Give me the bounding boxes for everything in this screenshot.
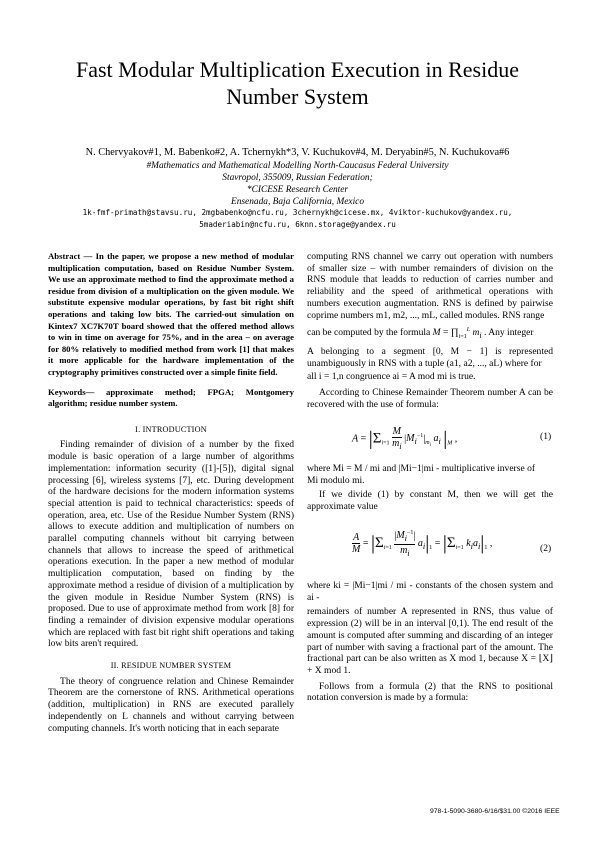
constants-text-a: where ki = |Mi−1|mi / mi - constants of the chosen system and ai -	[307, 580, 553, 603]
section-2-paragraph: The theory of congruence relation and Chinese Remainder Theorem are the cornerstone of RNS. Arithmetical operations (addition, multiplication) in RNS are executed parallely independently on L channels and without carrying between computing channels. It's worth noticing that in each separate	[48, 675, 294, 734]
inverse-paragraph	[307, 463, 553, 513]
congruence-text: all i = 1,n congruence ai = A mod mi is true.	[307, 371, 476, 383]
left-column	[48, 251, 294, 734]
rns-definition-paragraph: computing RNS channel we carry out operation with numbers of smaller size – with number remainders of division on the RNS module that leadds to reduction of carries number and reliability and the speed of arithmetical operations with numbers execution augmentation. RNS is defined by pairwise coprime numbers m1, m2, ..., mL, called modules. RNS range	[307, 251, 553, 321]
equation-1: $A = |\Sigma_{i=1}$ $\frac{M}{m_i}$ $|M_i^{-1}|_{m_i}$ $a_i$ $|_M$ ,	[352, 426, 458, 451]
conversion-paragraph: Follows from a formula (2) that the RNS to positional notation conversion is made by a formula:	[307, 680, 553, 704]
title-line-2: Number System	[226, 84, 369, 109]
email-list-line-1: 1k-fmf-primath@stavsu.ru, 2mgbabenko@ncfu.ru, 3chernykh@cicese.mx, 4viktor-kuchukov@yandex.ru,	[82, 208, 513, 217]
crt-paragraph: According to Chinese Remainder Theorem number A can be recovered with the use of formula:	[307, 387, 553, 410]
constants-text-b: remainders of number A represented in RNS, thus value of expression (2) will be in an interval [0,1). The end result of the amount is computed after summing and discarding of an integer part of number with saving a fractional part of the amount. The fractional part can be also written as X mod 1, because X = ⌊X⌋ + X mod 1.	[307, 606, 553, 676]
affiliation-1-line-2: Stavropol, 355009, Russian Federation;	[222, 173, 373, 183]
inverse-text-b: Mi modulo mi.	[307, 474, 365, 486]
keywords: Keywords— approximate method; FPGA; Montgomery algorithm; residue number system.	[48, 386, 294, 409]
title-line-1: Fast Modular Multiplication Execution in Residue	[76, 57, 519, 82]
right-column	[307, 251, 553, 411]
equation-1-number: (1)	[540, 431, 552, 442]
inverse-text-a: where Mi = M / mi and |Mi−1|mi - multiplicative inverse of	[307, 463, 536, 474]
rns-representation-text: A belonging to a segment [0, M − 1] is represented unambiguously in RNS with a tuple (a1, a2, ..., aL) where for	[307, 346, 553, 369]
rns-range-line	[307, 325, 553, 344]
rns-range-text-b: . Any integer	[483, 327, 534, 339]
author-list: N. Chervyakov#1, M. Babenko#2, A. Tchernykh*3, V. Kuchukov#4, M. Deryabin#5, N. Kuchukova#6	[85, 147, 510, 158]
equation-2: $\frac{A}{M}$ = $|\Sigma_{i=1}$ $\frac{|M_i^{-1}|}{m_i}$ $a_i|_1 = |\Sigma_{i=1}$ $k_ia_i|_1$ ,	[352, 530, 493, 559]
abstract: Abstract — In the paper, we propose a new method of modular multiplication computation, based on Residue Number System. We use an approximate method to find the approximate method a residue from division of a multiplication on the given module. We substitute expensive modular operations, by fast bit right shift operations and taking low bits. The carried-out simulation on Kintex7 XC7K70T board showed that the offered method allows to win in time on average for 75%, and in the area – on average for 80% relatively to modified method from work [1] that makes it more applicable for the hardware implementation of the cryptography primitives constructed over a simple finite field.	[48, 251, 294, 377]
affiliation-2-line-1: *CICESE Research Center	[246, 185, 349, 195]
section-1-paragraph: Finding remainder of division of a number by the fixed module is basic operation of a large number of algorithms implementation: information security ([1]-[5]), digital signal processing [6], wireless systems [7], etc. During development of the hardware decisions for the modern information systems special attention is paid to technical characteristics: speeds of operation, area, etc. Use of the Residue Number System (RNS) allows to execute addition and multiplication of numbers on parallel computing channels without bit carrying between channels that allows to increase the speed of arithmetical operations execution. In the paper a new method of modular multiplication computation, based on finding by the approximate method a residue of division of a multiplication by the given module in Residue Number System (RNS) is proposed. Due to use of approximate method from work [8] for finding a remainder of division expensive modular operations which are replaced with fast bit right shift operations and taking low bits aren't required.	[48, 439, 294, 650]
affiliation-2-line-2: Ensenada, Baja California, Mexico	[230, 197, 365, 207]
constants-paragraph	[307, 580, 553, 704]
equation-2-number: (2)	[540, 543, 552, 554]
section-1-heading: I. INTRODUCTION	[135, 424, 207, 434]
email-list-line-2: 5maderiabin@ncfu.ru, 6knn.storage@yandex.ru	[199, 220, 396, 229]
section-2-heading: II. RESIDUE NUMBER SYSTEM	[110, 661, 232, 671]
affiliation-1-line-1: #Mathematics and Mathematical Modelling North-Caucasus Federal University	[146, 161, 449, 171]
rns-range-formula: $M = \prod_{i=1}^L$ $m_i$	[432, 327, 482, 341]
rns-range-text-a: can be computed by the formula	[307, 327, 431, 339]
approx-paragraph: If we divide (1) by constant M, then we will get the approximate value	[307, 489, 553, 513]
paper-title	[40, 56, 555, 110]
copyright-footer: 978-1-5090-3680-6/16/$31.00 ©2016 IEEE	[430, 808, 560, 815]
